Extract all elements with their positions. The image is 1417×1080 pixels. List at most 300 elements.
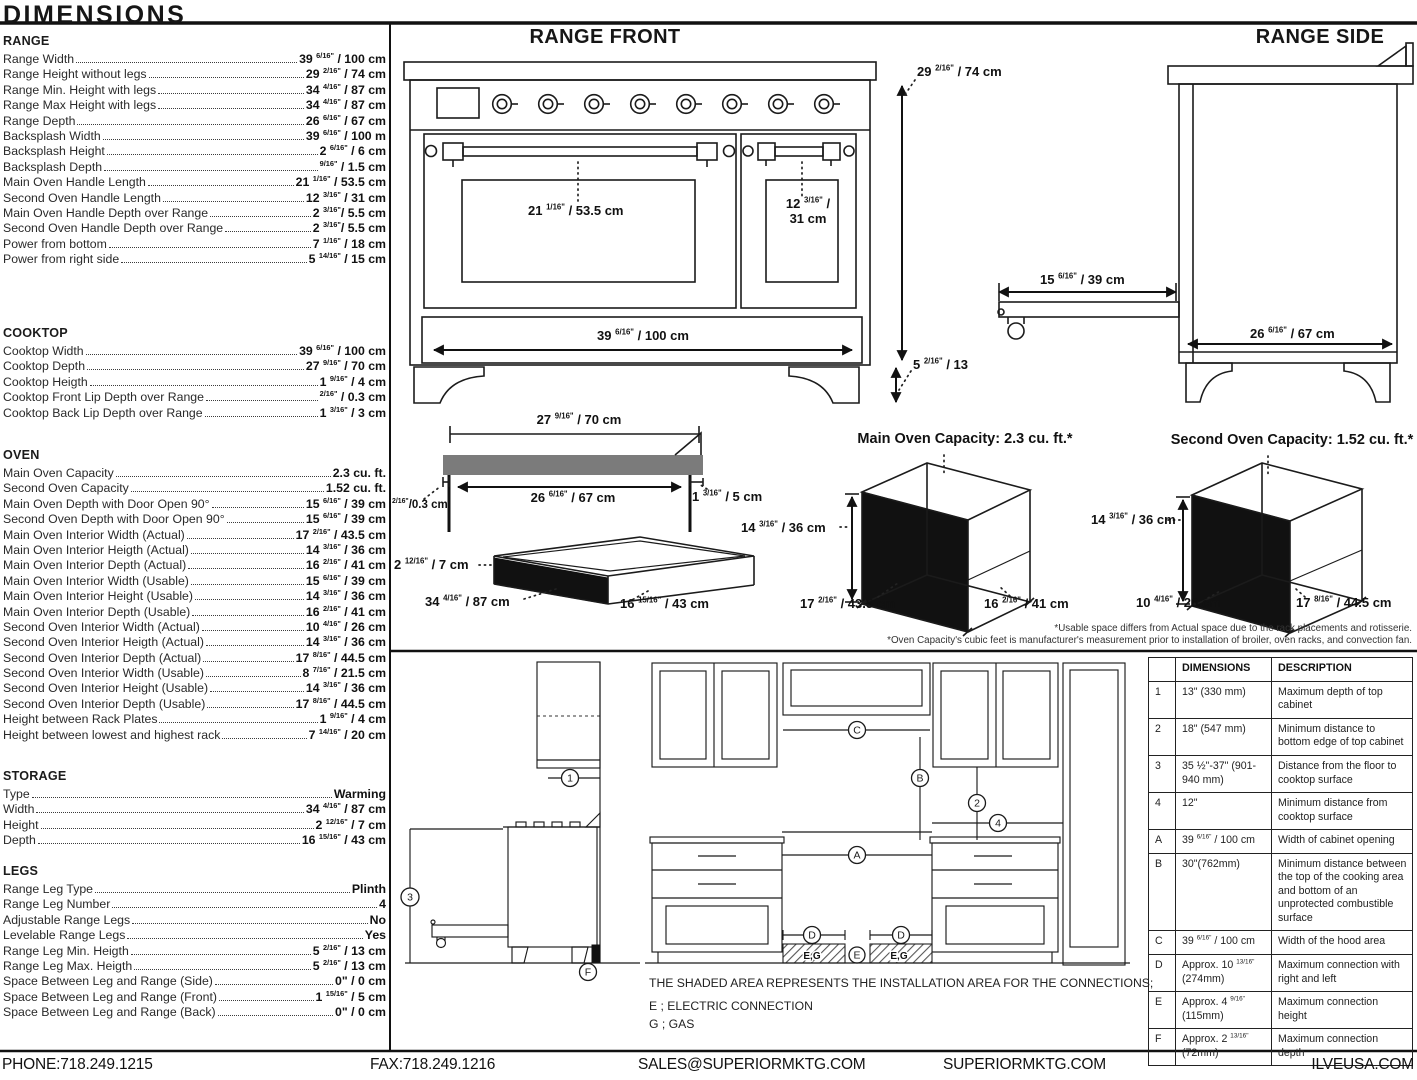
spec-row xyxy=(3,221,386,236)
spec-label: Power from bottom xyxy=(3,236,107,251)
section-heading: RANGE xyxy=(3,34,50,48)
storage-width-label: 34 $^{4/16"}$ / 87 cm xyxy=(425,593,510,609)
table-row xyxy=(1149,992,1413,1029)
spec-value: 5 $^{2/16"}$ / 13 cm xyxy=(312,942,386,958)
dot-leader xyxy=(215,984,333,985)
spec-value: 34 $^{4/16"}$ / 87 cm xyxy=(305,97,386,113)
marker-F: F xyxy=(584,966,592,979)
dot-leader xyxy=(159,722,317,723)
dot-leader xyxy=(90,385,318,386)
spec-label: Main Oven Interior Width (Usable) xyxy=(3,573,189,588)
dot-leader xyxy=(195,599,304,600)
spec-label: Height between Rack Plates xyxy=(3,712,158,727)
cooktop-depth-label: 27 $^{9/16"}$ / 70 cm xyxy=(536,411,622,427)
side-depth-label: 26 $^{6/16"}$ / 67 cm xyxy=(1250,325,1335,341)
spec-label: Power from right side xyxy=(3,252,120,267)
spec-row xyxy=(3,897,386,912)
spec-row xyxy=(3,175,386,190)
spec-row xyxy=(3,160,386,175)
spec-value: 1 $^{9/16"}$ / 4 cm xyxy=(319,711,386,727)
footnote-line2: *Oven Capacity's cubic feet is manufacturer's measurement prior to installation of broiler, oven racks, and convection fan. xyxy=(887,634,1412,646)
second-handle-line2: 31 cm xyxy=(789,211,827,226)
front-right-foot xyxy=(789,367,859,403)
table-row xyxy=(1149,830,1413,854)
dot-leader xyxy=(219,1000,314,1001)
spec-label: Second Oven Depth with Door Open 90° xyxy=(3,512,225,527)
dot-leader xyxy=(77,124,303,125)
dot-leader xyxy=(104,170,317,171)
hood-cabinet xyxy=(783,663,930,715)
spec-row xyxy=(3,543,386,558)
dot-leader xyxy=(205,416,318,417)
storage-height-label: 2 $^{12/16"}$ / 7 cm xyxy=(394,556,469,572)
installation-front-view xyxy=(645,663,1130,965)
footnote-line1: *Usable space differs from Actual space due to the rack placements and rotisserie. xyxy=(1054,623,1412,634)
spec-row xyxy=(3,1005,386,1020)
dot-leader xyxy=(188,568,304,569)
spec-label: Main Oven Handle Depth over Range xyxy=(3,205,209,220)
section-heading: COOKTOP xyxy=(3,326,68,340)
spec-row xyxy=(3,882,386,897)
spec-label: Range Leg Min. Heigth xyxy=(3,943,129,958)
spec-value: 15 $^{6/16"}$ / 39 cm xyxy=(305,511,386,527)
spec-value: 14 $^{3/16"}$ / 36 cm xyxy=(305,680,386,696)
spec-value: 14 $^{3/16"}$ / 36 cm xyxy=(305,588,386,604)
spec-value: Warming xyxy=(333,787,386,801)
spec-row xyxy=(3,237,386,252)
dot-leader xyxy=(212,507,304,508)
spec-section-range xyxy=(3,34,386,267)
row-dimension: 39 $^{6/16"}$ / 100 cm xyxy=(1176,830,1272,854)
section-heading: OVEN xyxy=(3,448,40,462)
dot-leader xyxy=(227,522,304,523)
spec-value: 15 $^{6/16"}$ / 39 cm xyxy=(305,495,386,511)
row-id: D xyxy=(1149,955,1176,992)
control-display xyxy=(437,88,479,118)
row-dimension: 12" xyxy=(1176,793,1272,830)
spec-section-cooktop xyxy=(3,326,386,421)
spec-value: 26 $^{6/16"}$ / 67 cm xyxy=(305,112,386,128)
installation-dimensions-table xyxy=(1148,657,1413,1066)
second-handle-line1: 12 $^{3/16"}$ / xyxy=(785,195,831,211)
dot-leader xyxy=(103,139,304,140)
spec-label: Second Oven Interior Depth (Usable) xyxy=(3,696,206,711)
spec-row xyxy=(3,620,386,635)
dot-leader xyxy=(187,538,294,539)
dot-leader xyxy=(36,812,303,813)
spec-value: 1.52 cu. ft. xyxy=(325,481,386,496)
row-dimension: Approx. 10 $^{13/16"}$ (274mm) xyxy=(1176,955,1272,992)
spec-label: Cooktop Width xyxy=(3,344,84,358)
spec-label: Height between lowest and highest rack xyxy=(3,727,221,742)
cooktop-inner-depth-label: 26 $^{6/16"}$ / 67 cm xyxy=(530,489,616,505)
spec-row xyxy=(3,481,386,496)
spec-label: Second Oven Interior Height (Usable) xyxy=(3,681,209,696)
spec-section-storage xyxy=(3,769,386,849)
spec-value: 29 $^{2/16"}$ / 74 cm xyxy=(305,66,386,82)
spec-label: Type xyxy=(3,787,30,801)
dot-leader xyxy=(38,843,300,844)
row-description: Width of cabinet opening xyxy=(1272,830,1413,854)
spec-value: 17 $^{2/16"}$ / 43.5 cm xyxy=(295,526,386,542)
footer-email: SALES@SUPERIORMKTG.COM xyxy=(638,1056,866,1073)
front-left-foot xyxy=(414,367,484,403)
header-id xyxy=(1149,658,1176,682)
table-header-row xyxy=(1149,658,1413,682)
dot-leader xyxy=(206,645,304,646)
dot-leader xyxy=(148,185,294,186)
dot-leader xyxy=(112,907,377,908)
dot-leader xyxy=(76,62,297,63)
footer-site: SUPERIORMKTG.COM xyxy=(943,1056,1107,1073)
electric-note: E ; ELECTRIC CONNECTION xyxy=(649,999,813,1013)
spec-row xyxy=(3,144,386,159)
spec-label: Main Oven Capacity xyxy=(3,466,114,480)
dot-leader xyxy=(86,354,297,355)
dot-leader xyxy=(192,615,304,616)
row-id: F xyxy=(1149,1029,1176,1066)
spec-value: 16 $^{15/16"}$ / 43 cm xyxy=(301,832,386,848)
dot-leader xyxy=(222,738,306,739)
spec-label: Backsplash Width xyxy=(3,128,101,143)
spec-value: 2.3 cu. ft. xyxy=(332,466,386,480)
spec-row xyxy=(3,959,386,974)
spec-label: Second Oven Capacity xyxy=(3,481,129,496)
spec-row xyxy=(3,390,386,405)
spec-label: Main Oven Interior Heigth (Actual) xyxy=(3,542,189,557)
spec-value: 4 xyxy=(379,897,386,912)
dot-leader xyxy=(32,797,332,798)
spec-row xyxy=(3,928,386,943)
shaded-label-right: E,G xyxy=(890,951,908,962)
footer-phone: PHONE:718.249.1215 xyxy=(2,1056,153,1073)
row-dimension: 39 $^{6/16"}$ / 100 cm xyxy=(1176,931,1272,955)
marker-B: B xyxy=(916,772,924,785)
dot-leader xyxy=(206,400,318,401)
spec-row xyxy=(3,802,386,817)
dot-leader xyxy=(41,828,314,829)
marker-3: 3 xyxy=(407,891,413,904)
spec-value: 21 $^{1/16"}$ / 53.5 cm xyxy=(295,174,386,190)
spec-label: Backsplash Depth xyxy=(3,159,103,174)
dot-leader xyxy=(158,93,304,94)
marker-C: C xyxy=(853,724,861,737)
section-heading: STORAGE xyxy=(3,769,67,783)
leg-height-label: 5 $^{2/16"}$ / 13 xyxy=(913,356,969,372)
shaded-label-left: E,G xyxy=(803,951,821,962)
spec-value: 2 $^{3/16"}$/ 5.5 cm xyxy=(312,204,386,220)
dot-leader xyxy=(121,262,306,263)
second-oven-capacity-title: Second Oven Capacity: 1.52 cu. ft.* xyxy=(1170,432,1414,448)
dot-leader xyxy=(191,553,304,554)
spec-label: Second Oven Handle Depth over Range xyxy=(3,221,224,236)
spec-row xyxy=(3,528,386,543)
spec-row xyxy=(3,712,386,727)
storage-depth-label: 16 $^{15/16"}$ / 43 cm xyxy=(620,595,709,611)
spec-row xyxy=(3,913,386,928)
table-row xyxy=(1149,681,1413,718)
range-front-diagram xyxy=(404,62,915,403)
dot-leader xyxy=(95,892,350,893)
dot-leader xyxy=(127,938,362,939)
spec-value: 27 $^{9/16"}$ / 70 cm xyxy=(305,358,386,374)
spec-label: Range Height without legs xyxy=(3,67,147,82)
dot-leader xyxy=(116,476,331,477)
second-oven-height-label: 14 $^{3/16"}$ / 36 cm xyxy=(1091,511,1176,527)
spec-value: 7 $^{14/16"}$ / 20 cm xyxy=(308,726,386,742)
row-description: Maximum connection height xyxy=(1272,992,1413,1029)
spec-row xyxy=(3,589,386,604)
cooktop-profile-diagram xyxy=(424,426,707,532)
install-open-drawer xyxy=(432,925,508,937)
spec-row xyxy=(3,818,386,833)
row-dimension: 18" (547 mm) xyxy=(1176,718,1272,755)
spec-value: 0" / 0 cm xyxy=(335,1005,386,1020)
marker-4: 4 xyxy=(995,817,1001,830)
spec-row xyxy=(3,406,386,421)
table-row xyxy=(1149,853,1413,931)
page-title: DIMENSIONS xyxy=(3,1,187,29)
dot-leader xyxy=(210,691,304,692)
row-id: E xyxy=(1149,992,1176,1029)
spec-row xyxy=(3,359,386,374)
spec-label: Depth xyxy=(3,833,36,848)
row-id: 2 xyxy=(1149,718,1176,755)
dot-leader xyxy=(206,676,301,677)
row-description: Minimum distance to bottom edge of top cabinet xyxy=(1272,718,1413,755)
control-knobs xyxy=(493,95,840,114)
backsplash-wedge xyxy=(1378,46,1406,66)
dot-leader xyxy=(203,661,293,662)
marker-D-right: D xyxy=(897,929,905,942)
marker-D-left: D xyxy=(808,929,816,942)
spec-row xyxy=(3,83,386,98)
spec-value: No xyxy=(369,912,386,927)
spec-value: 10 $^{4/16"}$ / 26 cm xyxy=(305,618,386,634)
spec-label: Range Leg Max. Heigth xyxy=(3,958,133,973)
spec-label: Second Oven Interior Width (Actual) xyxy=(3,619,200,634)
row-id: C xyxy=(1149,931,1176,955)
row-description: Minimum distance from cooktop surface xyxy=(1272,793,1413,830)
marker-E: E xyxy=(853,949,861,962)
spec-label: Space Between Leg and Range (Side) xyxy=(3,974,213,989)
range-height-label: 29 $^{2/16"}$ / 74 cm xyxy=(917,63,1002,79)
spec-row xyxy=(3,52,386,67)
spec-row xyxy=(3,466,386,481)
footer-fax: FAX:718.249.1216 xyxy=(370,1056,496,1073)
spec-value: 2 $^{12/16"}$ / 7 cm xyxy=(315,816,386,832)
spec-label: Range Depth xyxy=(3,113,76,128)
marker-A: A xyxy=(853,849,861,862)
dot-leader xyxy=(131,954,311,955)
spec-value: 5 $^{2/16"}$ / 13 cm xyxy=(312,957,386,973)
open-drawer xyxy=(999,302,1179,317)
spec-label: Range Width xyxy=(3,52,75,66)
spec-value: 15 $^{6/16"}$ / 39 cm xyxy=(305,572,386,588)
spec-value: $^{2/16"}$ / 0.3 cm xyxy=(319,389,386,405)
spec-row xyxy=(3,666,386,681)
spec-row xyxy=(3,697,386,712)
capacity-footnotes xyxy=(887,623,1412,647)
range-front-title: RANGE FRONT xyxy=(529,26,681,48)
row-dimension: 30"(762mm) xyxy=(1176,853,1272,931)
row-description: Maximum connection depth xyxy=(1272,1029,1413,1066)
header-dimensions: DIMENSIONS xyxy=(1176,658,1272,682)
spec-row xyxy=(3,605,386,620)
spec-value: 34 $^{4/16"}$ / 87 cm xyxy=(305,801,386,817)
spec-row xyxy=(3,206,386,221)
row-description: Minimum distance between the top of the cooking area and bottom of an unprotected combustible surface xyxy=(1272,853,1413,931)
spec-label: Main Oven Depth with Door Open 90° xyxy=(3,496,210,511)
side-left-foot xyxy=(1186,363,1232,402)
dot-leader xyxy=(191,584,304,585)
dot-leader xyxy=(131,491,324,492)
row-description: Maximum connection with right and left xyxy=(1272,955,1413,992)
header-description: DESCRIPTION xyxy=(1272,658,1413,682)
cooktop-front-lip-label: $^{2/16"}$/0.3 cm xyxy=(392,498,448,511)
spec-label: Cooktop Back Lip Depth over Range xyxy=(3,405,203,420)
spec-value: 39 $^{6/16"}$ / 100 m xyxy=(305,127,386,143)
spec-label: Range Min. Height with legs xyxy=(3,82,157,97)
side-right-foot xyxy=(1344,363,1390,402)
spec-label: Cooktop Front Lip Depth over Range xyxy=(3,390,204,405)
dot-leader xyxy=(225,231,311,232)
spec-label: Cooktop Heigth xyxy=(3,374,88,389)
spec-row xyxy=(3,375,386,390)
spec-label: Width xyxy=(3,802,35,817)
row-id: 1 xyxy=(1149,681,1176,718)
spec-label: Range Leg Type xyxy=(3,882,94,896)
main-handle-label: 21 $^{1/16"}$ / 53.5 cm xyxy=(528,202,624,218)
spec-value: 17 $^{8/16"}$ / 44.5 cm xyxy=(295,695,386,711)
dot-leader xyxy=(87,369,304,370)
spec-value: 7 $^{1/16"}$ / 18 cm xyxy=(312,235,386,251)
caster-wheel xyxy=(1008,323,1024,339)
spec-label: Height xyxy=(3,817,39,832)
spec-row xyxy=(3,635,386,650)
row-dimension: 35 ½"-37" (901-940 mm) xyxy=(1176,756,1272,793)
main-oven-capacity-title: Main Oven Capacity: 2.3 cu. ft.* xyxy=(857,431,1073,447)
spec-row xyxy=(3,574,386,589)
second-handle-label xyxy=(768,196,848,226)
second-oven-width-label: 10 $^{4/16"}$ / 26 cm xyxy=(1136,594,1221,610)
spec-label: Space Between Leg and Range (Back) xyxy=(3,1005,216,1020)
spec-value: 16 $^{2/16"}$ / 41 cm xyxy=(305,603,386,619)
table-row xyxy=(1149,756,1413,793)
spec-value: 1 $^{15/16"}$ / 5 cm xyxy=(315,988,386,1004)
spec-value: 14 $^{3/16"}$ / 36 cm xyxy=(305,541,386,557)
spec-value: $^{9/16"}$ / 1.5 cm xyxy=(319,158,386,174)
spec-value: Plinth xyxy=(351,882,386,896)
spec-row xyxy=(3,651,386,666)
spec-label: Second Oven Interior Heigth (Actual) xyxy=(3,635,204,650)
dot-leader xyxy=(134,969,311,970)
spec-row xyxy=(3,344,386,359)
spec-label: Second Oven Handle Length xyxy=(3,190,161,205)
gas-note: G ; GAS xyxy=(649,1017,695,1031)
row-id: 3 xyxy=(1149,756,1176,793)
main-oven-depth-label: 16 $^{2/16"}$ / 41 cm xyxy=(984,595,1069,611)
spec-value: 16 $^{2/16"}$ / 41 cm xyxy=(305,557,386,573)
dot-leader xyxy=(210,216,311,217)
spec-label: Adjustable Range Legs xyxy=(3,912,131,927)
side-door-open-label: 15 $^{6/16"}$ / 39 cm xyxy=(1040,271,1125,287)
spec-row xyxy=(3,98,386,113)
row-id: B xyxy=(1149,853,1176,931)
table-row xyxy=(1149,931,1413,955)
dot-leader xyxy=(163,201,304,202)
second-oven-depth-label: 17 $^{8/16"}$ / 44.5 cm xyxy=(1296,594,1392,610)
spec-row xyxy=(3,512,386,527)
spec-label: Space Between Leg and Range (Front) xyxy=(3,989,217,1004)
spec-label: Main Oven Interior Height (Usable) xyxy=(3,589,193,604)
spec-row xyxy=(3,787,386,802)
spec-row xyxy=(3,833,386,848)
shaded-area-note: THE SHADED AREA REPRESENTS THE INSTALLATION AREA FOR THE CONNECTIONS; xyxy=(649,976,1154,990)
spec-row xyxy=(3,990,386,1005)
spec-label: Main Oven Interior Depth (Usable) xyxy=(3,604,191,619)
spec-value: 14 $^{3/16"}$ / 36 cm xyxy=(305,634,386,650)
range-width-label: 39 $^{6/16"}$ / 100 cm xyxy=(597,327,689,343)
dot-leader xyxy=(149,77,304,78)
spec-row xyxy=(3,252,386,267)
range-side-title: RANGE SIDE xyxy=(1255,26,1385,48)
spec-value: 8 $^{7/16"}$ / 21.5 cm xyxy=(302,664,386,681)
spec-label: Main Oven Interior Width (Actual) xyxy=(3,527,185,542)
dot-leader xyxy=(158,108,304,109)
main-oven-height-label: 14 $^{3/16"}$ / 36 cm xyxy=(741,519,826,535)
row-dimension: Approx. 2 $^{13/16"}$ (72mm) xyxy=(1176,1029,1272,1066)
spec-label: Second Oven Interior Width (Usable) xyxy=(3,666,204,681)
spec-row xyxy=(3,558,386,573)
marker-2: 2 xyxy=(974,797,980,810)
spec-label: Range Max Height with legs xyxy=(3,98,157,113)
spec-value: 1 $^{9/16"}$ / 4 cm xyxy=(319,373,386,389)
spec-row xyxy=(3,114,386,129)
spec-row xyxy=(3,944,386,959)
dot-leader xyxy=(202,630,304,631)
marker-1: 1 xyxy=(567,772,573,785)
row-id: 4 xyxy=(1149,793,1176,830)
connection-notes xyxy=(649,976,1153,1031)
spec-label: Cooktop Depth xyxy=(3,359,86,374)
spec-value: 12 $^{3/16"}$ / 31 cm xyxy=(305,189,386,205)
table-row xyxy=(1149,718,1413,755)
spec-row xyxy=(3,497,386,512)
spec-row xyxy=(3,974,386,989)
section-heading: LEGS xyxy=(3,864,39,878)
range-side-diagram xyxy=(998,43,1413,402)
spec-value: Yes xyxy=(364,928,386,943)
spec-row xyxy=(3,129,386,144)
cooktop-back-lip-label: 1 $^{3/16"}$ / 5 cm xyxy=(692,488,763,504)
spec-row xyxy=(3,191,386,206)
spec-section-oven xyxy=(3,448,386,743)
main-oven-handle xyxy=(426,143,735,167)
connection-depth-block xyxy=(592,945,600,963)
dot-leader xyxy=(207,707,293,708)
dot-leader xyxy=(218,1015,333,1016)
spec-row xyxy=(3,728,386,743)
spec-label: Main Oven Handle Length xyxy=(3,175,146,190)
spec-label: Levelable Range Legs xyxy=(3,928,126,943)
row-description: Distance from the floor to cooktop surface xyxy=(1272,756,1413,793)
installation-side-view xyxy=(401,662,640,981)
spec-section-legs xyxy=(3,864,386,1021)
row-description: Width of the hood area xyxy=(1272,931,1413,955)
spec-row xyxy=(3,681,386,696)
spec-value: 17 $^{8/16"}$ / 44.5 cm xyxy=(295,649,386,665)
